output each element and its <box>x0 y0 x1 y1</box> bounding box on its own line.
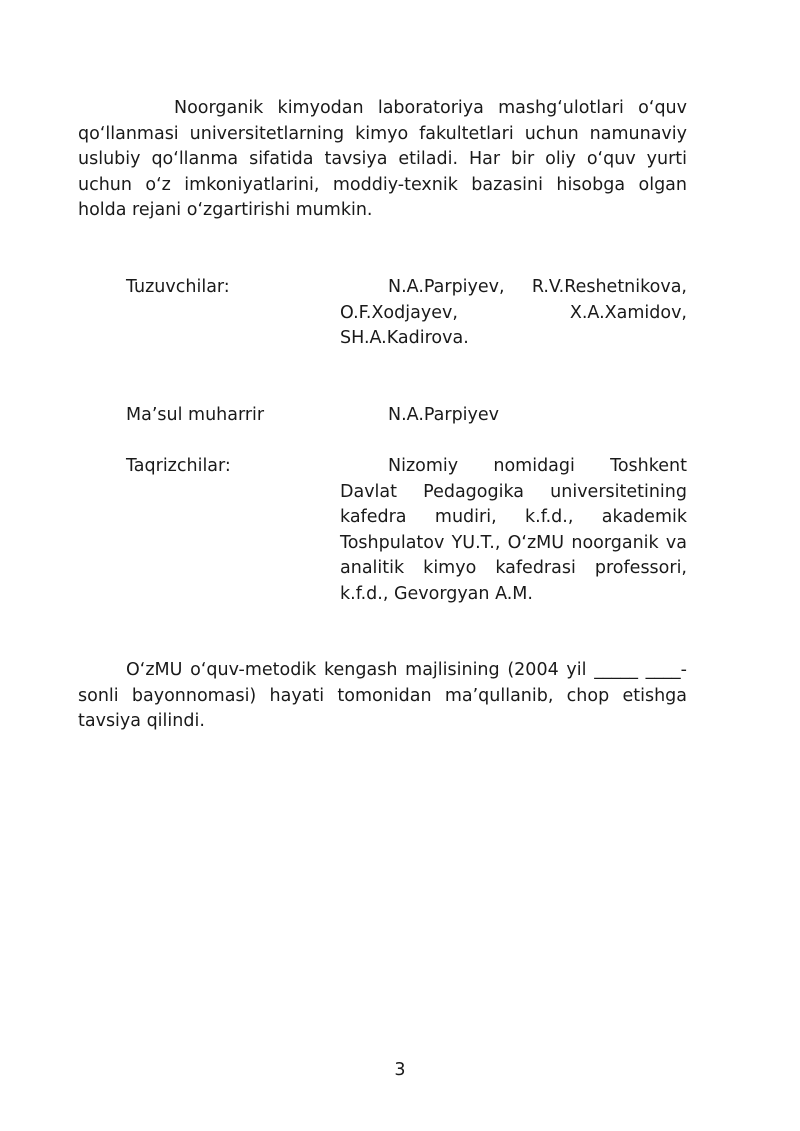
compilers-label: Tuzuvchilar: <box>126 277 230 297</box>
editor-label: Ma’sul muharrir <box>126 405 265 425</box>
page-number: 3 <box>394 1060 406 1080</box>
compilers-names: N.A.Parpiyev, R.V.Reshetnikova, O.F.Xodjayev, X.A.Xamidov, SH.A.Kadirova. <box>340 277 687 348</box>
intro-paragraph: Noorganik kimyodan laboratoriya mashg‘ulotlari o‘quv qo‘llanmasi universitetlarning kimyo fakultetlari uchun namunaviy uslubiy qo‘llanma sifatida tavsiya etiladi. Har bir oliy o‘quv yurti uchun o‘z imkoniyatlarini, moddiy-texnik bazasini hisobga olgan holda rejani o‘zgartirishi mumkin. <box>78 98 687 220</box>
reviewers-text: Nizomiy nomidagi Toshkent Davlat Pedagogika universitetining kafedra mudiri, k.f.d., akademik Toshpulatov YU.T., O‘zMU noorganik va analitik kimyo kafedrasi professori, k.f.d., Gevorgyan A.M. <box>340 456 687 604</box>
editor-name: N.A.Parpiyev <box>388 405 500 425</box>
reviewers-label: Taqrizchilar: <box>126 456 231 476</box>
approval-paragraph: O‘zMU o‘quv-metodik kengash majlisining (2004 yil _____ ____-sonli bayonnomasi) hayati tomonidan ma’qullanib, chop etishga tavsiya qilindi. <box>78 660 687 731</box>
